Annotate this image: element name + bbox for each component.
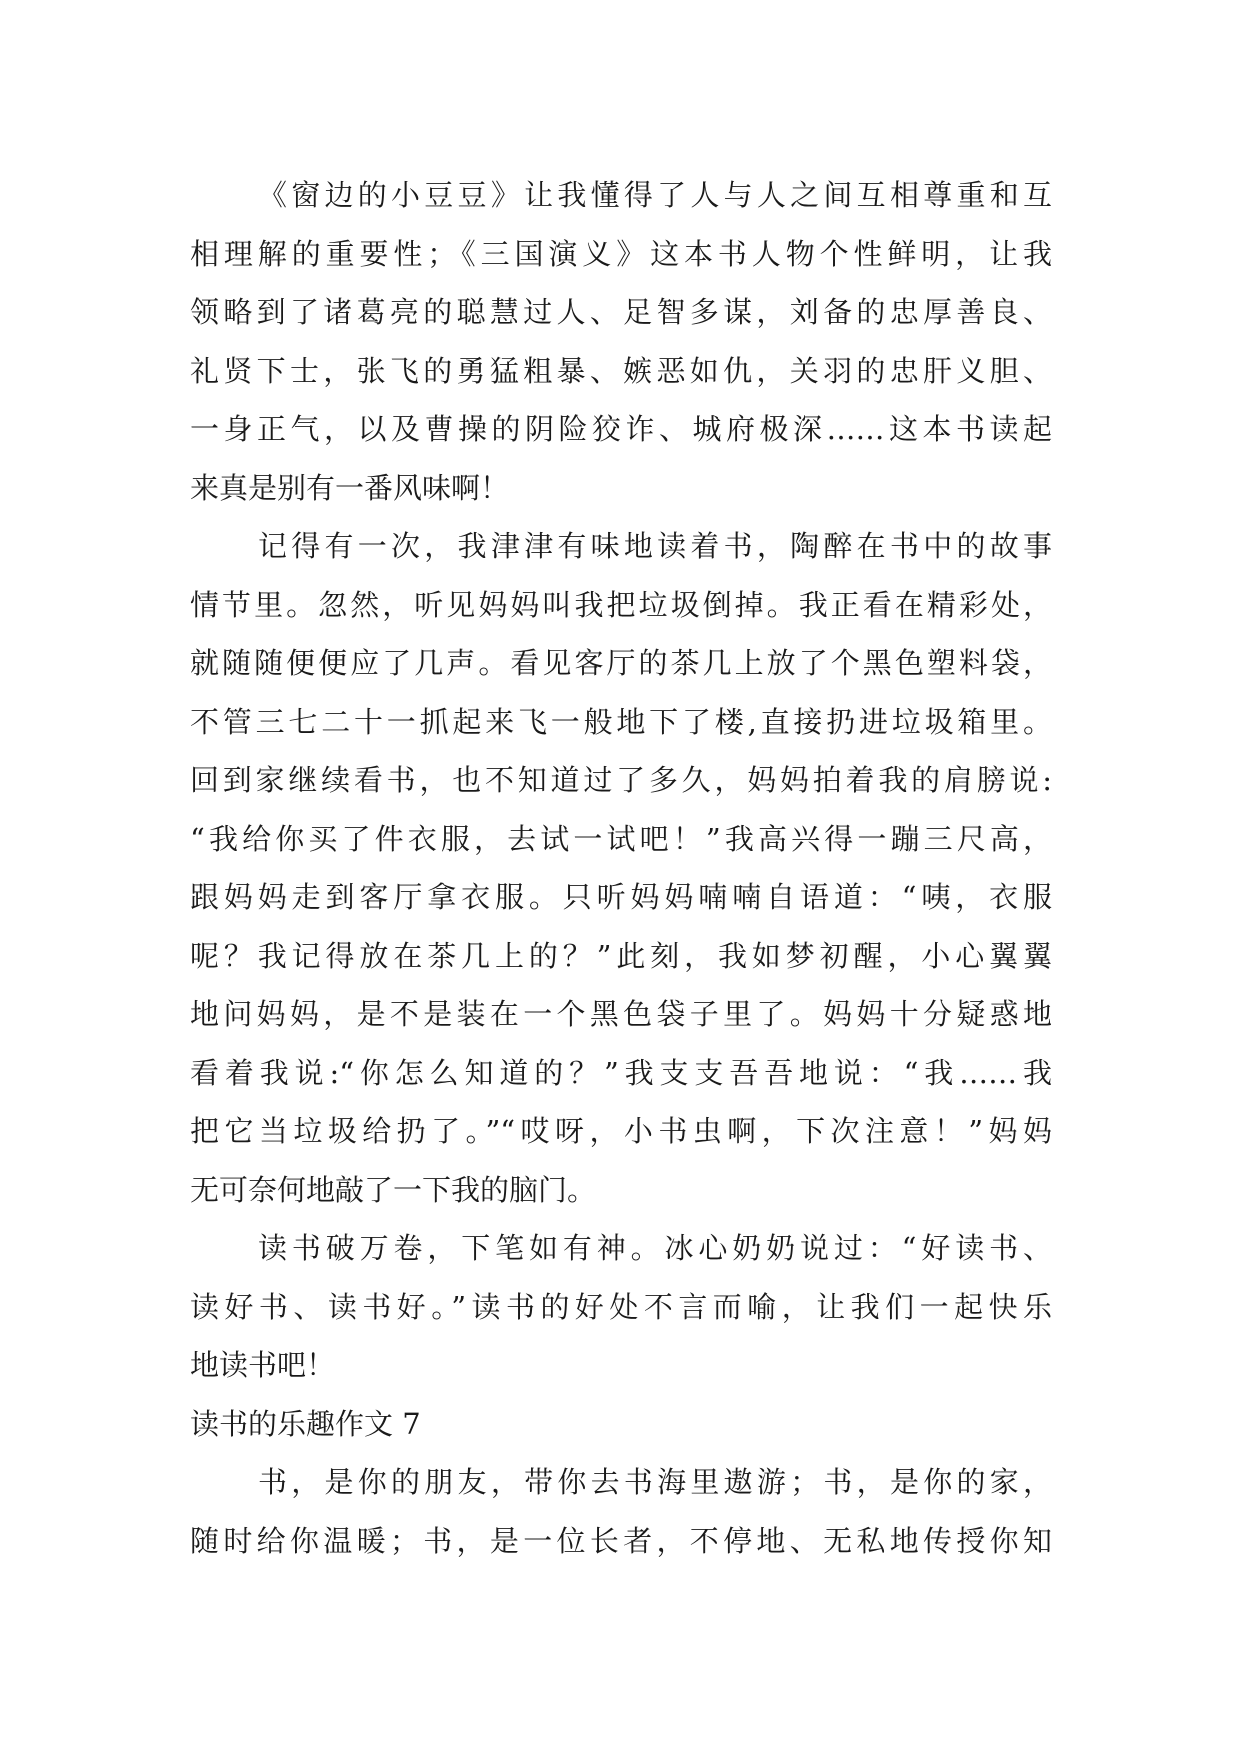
text-line: 地读书吧！ [190, 1348, 336, 1382]
text-line: 回到家继续看书，也不知道过了多久，妈妈拍着我的肩膀说: [190, 763, 1052, 797]
text-line: 来真是别有一番风味啊！ [190, 470, 510, 505]
text-line: “我给你买了件衣服，去试一试吧！”我高兴得一蹦三尺高， [190, 821, 1052, 856]
section-heading: 读书的乐趣作文 7 [190, 1406, 421, 1441]
text-line: 一身正气，以及曹操的阴险狡诈、城府极深……这本书读起 [190, 412, 1052, 446]
paragraph-3 [190, 1219, 1052, 1395]
text-line: 领略到了诸葛亮的聪慧过人、足智多谋，刘备的忠厚善良、 [190, 295, 1052, 329]
text-line: 跟妈妈走到客厅拿衣服。只听妈妈喃喃自语道：“咦，衣服 [190, 880, 1052, 914]
text-line: 无可奈何地敲了一下我的脑门。 [190, 1172, 597, 1207]
paragraph-1 [190, 166, 1052, 517]
text-line: 不管三七二十一抓起来飞一般地下了楼,直接扔进垃圾箱里。 [190, 704, 1052, 739]
text-line: 《窗边的小豆豆》让我懂得了人与人之间互相尊重和互 [258, 178, 1052, 212]
text-line: 礼贤下士，张飞的勇猛粗暴、嫉恶如仇，关羽的忠肝义胆、 [190, 353, 1052, 388]
text-line: 书，是你的朋友，带你去书海里遨游；书，是你的家， [258, 1465, 1052, 1499]
text-line: 读好书、读书好。”读书的好处不言而喻，让我们一起快乐 [190, 1289, 1052, 1324]
paragraph-4 [190, 1453, 1052, 1570]
text-line: 地问妈妈，是不是装在一个黑色袋子里了。妈妈十分疑惑地 [190, 997, 1052, 1031]
text-line: 呢？我记得放在茶几上的？”此刻，我如梦初醒，小心翼翼 [190, 938, 1052, 973]
document-body [190, 166, 1052, 1570]
text-line: 相理解的重要性；《三国演义》这本书人物个性鲜明，让我 [190, 236, 1052, 271]
text-line: 就随随便便应了几声。看见客厅的茶几上放了个黑色塑料袋， [190, 646, 1052, 680]
text-line: 看着我说:“你怎么知道的？”我支支吾吾地说：“我……我 [190, 1055, 1052, 1090]
paragraph-2 [190, 517, 1052, 1219]
text-line: 随时给你温暖；书，是一位长者，不停地、无私地传授你知 [190, 1523, 1052, 1558]
text-line: 记得有一次，我津津有味地读着书，陶醉在书中的故事 [258, 529, 1052, 563]
text-line: 情节里。忽然，听见妈妈叫我把垃圾倒掉。我正看在精彩处， [190, 587, 1052, 622]
text-line: 读书破万卷，下笔如有神。冰心奶奶说过：“好读书、 [258, 1231, 1052, 1265]
text-line: 把它当垃圾给扔了。”“哎呀，小书虫啊，下次注意！”妈妈 [190, 1114, 1052, 1148]
